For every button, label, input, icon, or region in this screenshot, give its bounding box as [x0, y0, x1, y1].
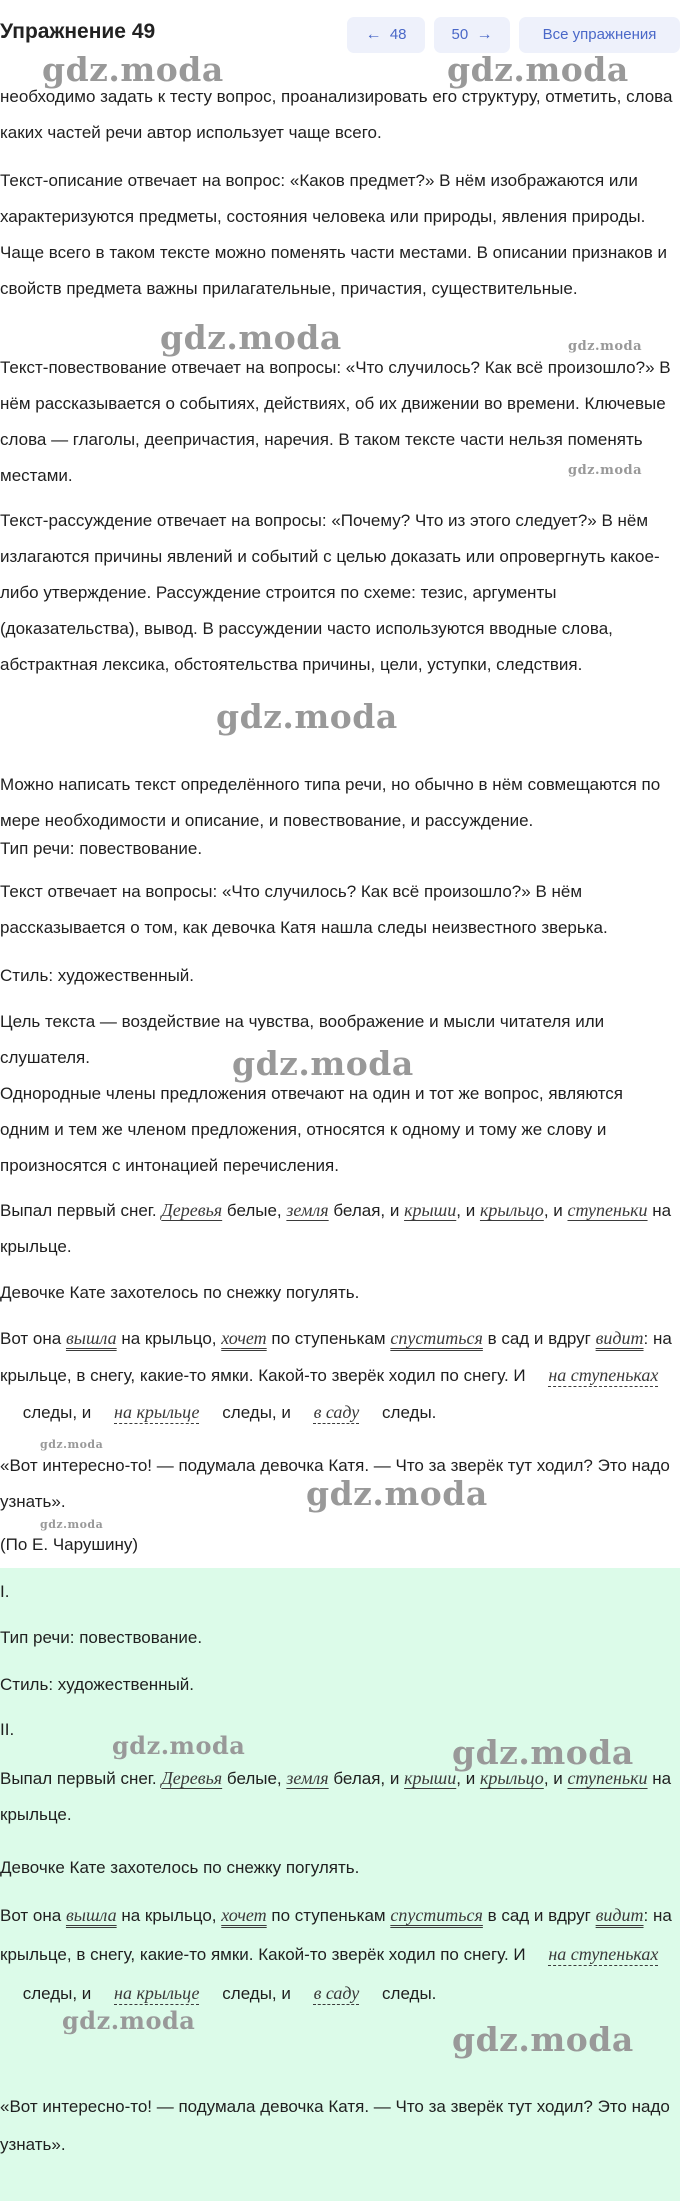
reasoning-paragraph: Текст-рассуждение отвечает на вопросы: «Почему? Что из этого следует?» В нём излагаются причины явлений и событий с целью доказать или опровергнуть какое-либо утверждение. Рассуждение строится по схеме: тезис, аргументы (доказательства), вывод. В рассуждении часто используются вводные слова, абстрактная лексика, обстоятельства причины, цели, уступки, следствия. [0, 511, 660, 674]
arrow-right-icon: → [476, 26, 493, 43]
adverbial-phrase: в саду [313, 1983, 360, 2003]
subject-word: крыши [404, 1768, 457, 1788]
page-title: Упражнение 49 [0, 20, 156, 43]
watermark: gdz.moda [568, 463, 643, 478]
subject-word: земля [286, 1200, 329, 1220]
mixed-types-paragraph: Можно написать текст определённого типа речи, но обычно в нём совмещаются по мере необходимости и описание, и повествование, и рассуждение. [0, 775, 661, 830]
watermark: gdz.moda [232, 1044, 414, 1083]
next-exercise-button[interactable]: 50 → [434, 17, 510, 53]
predicate-word: спуститься [390, 1905, 483, 1925]
watermark: gdz.moda [160, 318, 342, 357]
watermark: gdz.moda [568, 339, 643, 354]
answer-style: Стиль: художественный. [0, 1675, 195, 1694]
predicate-word: хочет [221, 1328, 267, 1348]
watermark: gdz.moda [62, 2006, 196, 2035]
adverbial-phrase: на крыльце [114, 1983, 200, 2003]
watermark: gdz.moda [216, 697, 398, 736]
predicate-word: вышла [65, 1905, 117, 1925]
all-exercises-button[interactable]: Все упражнения [519, 17, 680, 53]
speech-type-line: Тип речи: повествование. [0, 839, 203, 858]
predicate-word: спуститься [390, 1328, 483, 1348]
answer-part-2-number: II. [0, 1720, 15, 1739]
predicate-word: видит [595, 1328, 644, 1348]
subject-word: крыльцо [479, 1200, 544, 1220]
adverbial-phrase: на ступеньках [548, 1365, 659, 1385]
prev-exercise-button[interactable]: ← 48 [347, 17, 425, 53]
answer-sentence-3: Вот она вышла на крыльцо, хочет по ступенькам спуститься в сад и вдруг видит: на крыльце, в снегу, какие-то ямки. Какой-то зверёк ходил по снегу. И на ступеньках следы, и на крыльце следы, и в саду следы. [0, 1905, 672, 2003]
watermark: gdz.moda [40, 1438, 104, 1451]
predicate-word: хочет [221, 1905, 267, 1925]
subject-word: ступеньки [567, 1768, 648, 1788]
example-sentence-3: Вот она вышла на крыльцо, хочет по ступенькам спуститься в сад и вдруг видит: на крыльце, в снегу, какие-то ямки. Какой-то зверёк ходил по снегу. И на ступеньках следы, и на крыльце следы, и в саду следы. [0, 1328, 672, 1422]
description-paragraph: Текст-описание отвечает на вопрос: «Каков предмет?» В нём изображаются или характеризуются предметы, состояния человека или природы, явления природы. Чаще всего в таком тексте можно поменять части местами. В описании признаков и свойств предмета важны прилагательные, причастия, существительные. [0, 171, 668, 298]
subject-word: крыльцо [479, 1768, 544, 1788]
answer-speech-type: Тип речи: повествование. [0, 1628, 203, 1647]
example-sentence-1: Выпал первый снег. Деревья белые, земля белая, и крыши, и крыльцо, и ступеньки на крыльце. [0, 1200, 672, 1256]
subject-word: крыши [404, 1200, 457, 1220]
subject-word: ступеньки [567, 1200, 648, 1220]
subject-word: земля [286, 1768, 329, 1788]
watermark: gdz.moda [40, 1518, 104, 1531]
adverbial-phrase: в саду [313, 1402, 360, 1422]
answer-sentence-4: «Вот интересно-то! — подумала девочка Катя. — Что за зверёк тут ходил? Это надо узнать». [0, 2097, 670, 2154]
questions-paragraph: Текст отвечает на вопросы: «Что случилось? Как всё произошло?» В нём рассказывается о том, как девочка Катя нашла следы неизвестного зверька. [0, 882, 608, 937]
answer-sentence-1: Выпал первый снег. Деревья белые, земля белая, и крыши, и крыльцо, и ступеньки на крыльце. [0, 1768, 672, 1824]
watermark: gdz.moda [306, 1474, 488, 1513]
predicate-word: видит [595, 1905, 644, 1925]
purpose-paragraph: Цель текста — воздействие на чувства, воображение и мысли читателя или слушателя. [0, 1012, 605, 1067]
arrow-left-icon: ← [365, 26, 382, 43]
predicate-word: вышла [65, 1328, 117, 1348]
watermark: gdz.moda [42, 50, 224, 89]
subject-word: Деревья [161, 1768, 223, 1788]
source-credit: (По Е. Чарушину) [0, 1535, 139, 1554]
watermark: gdz.moda [452, 2020, 634, 2059]
example-sentence-2: Девочке Кате захотелось по снежку погулять. [0, 1283, 360, 1302]
answer-part-1-number: I. [0, 1582, 10, 1601]
watermark: gdz.moda [112, 1731, 246, 1760]
subject-word: Деревья [161, 1200, 223, 1220]
watermark: gdz.moda [452, 1733, 634, 1772]
style-line: Стиль: художественный. [0, 966, 195, 985]
narration-paragraph: Текст-повествование отвечает на вопросы: «Что случилось? Как всё произошло?» В нём рассказывается о событиях, действиях, об их движении во времени. Ключевые слова — глаголы, деепричастия, наречия. В таком тексте части нельзя поменять местами. [0, 358, 671, 485]
homogeneous-paragraph: Однородные члены предложения отвечают на один и тот же вопрос, являются одним и тем же членом предложения, относятся к одному и тому же слову и произносятся с интонацией перечисления. [0, 1084, 624, 1175]
adverbial-phrase: на ступеньках [548, 1944, 659, 1964]
theory-paragraph: необходимо задать к тесту вопрос, проанализировать его структуру, отметить, слова каких частей речи автор использует чаще всего. [0, 87, 673, 142]
example-sentence-4: «Вот интересно-то! — подумала девочка Катя. — Что за зверёк тут ходил? Это надо узнать». [0, 1456, 670, 1511]
adverbial-phrase: на крыльце [114, 1402, 200, 1422]
answer-sentence-2: Девочке Кате захотелось по снежку погулять. [0, 1858, 360, 1877]
watermark: gdz.moda [447, 50, 629, 89]
